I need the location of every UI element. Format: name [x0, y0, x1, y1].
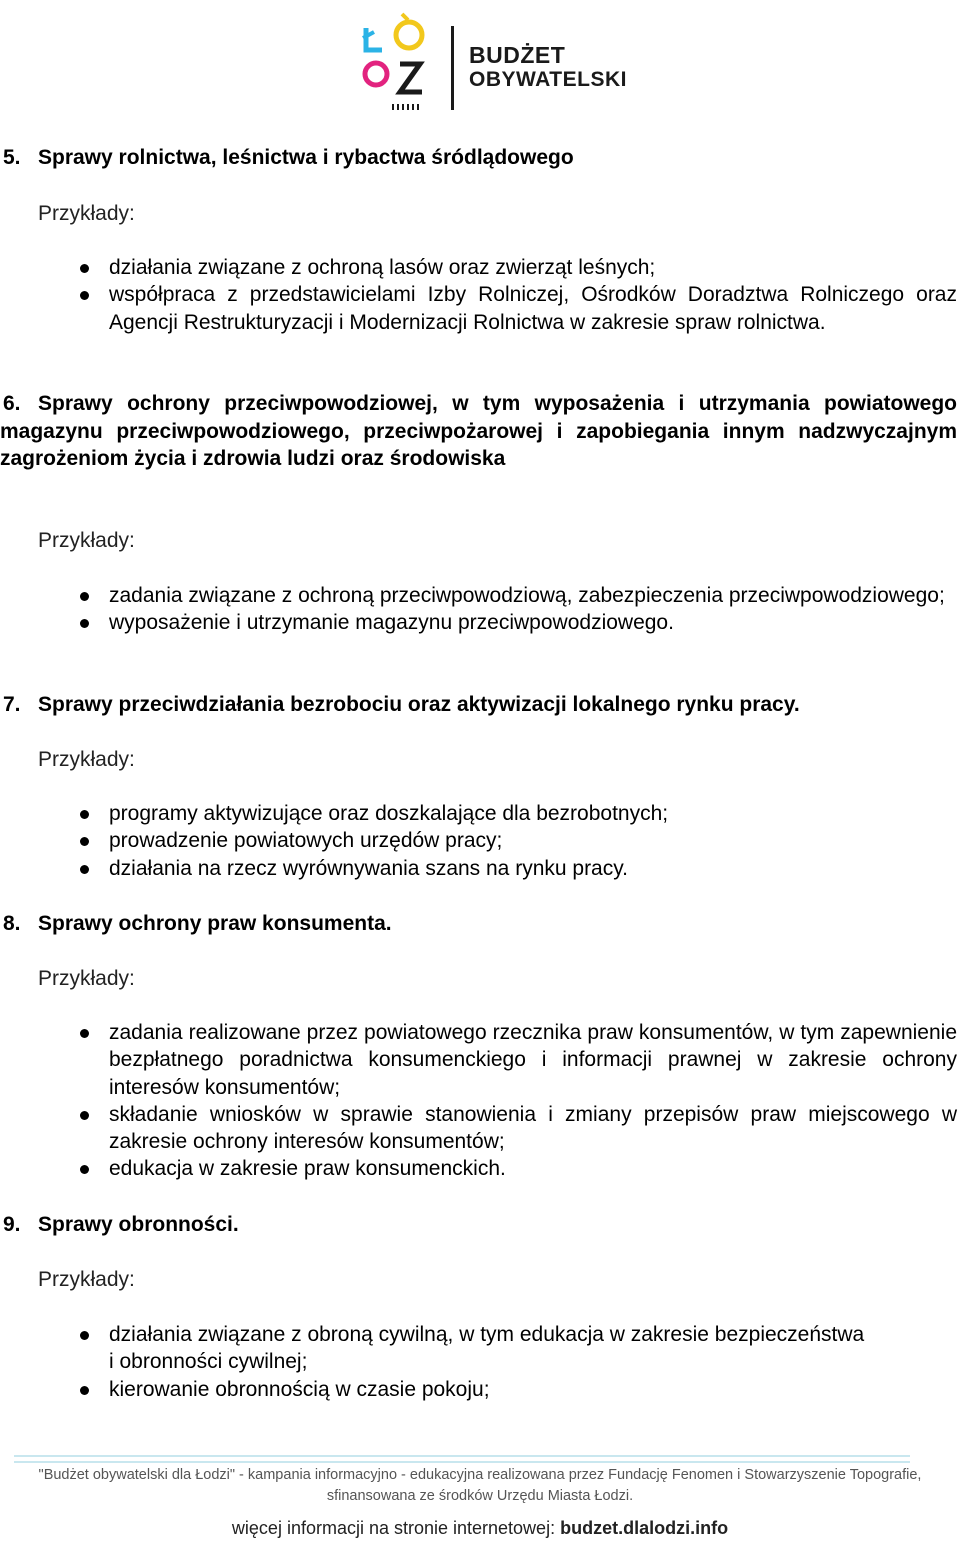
- list-item: [109, 855, 957, 882]
- list-item-text: działania związane z obroną cywilną, w tym edukacja w zakresie bezpieczeństwa: [109, 1323, 865, 1346]
- logo-divider: [451, 26, 454, 110]
- examples-label: Przykłady:: [38, 748, 135, 771]
- examples-label: Przykłady:: [38, 202, 135, 225]
- bullet-icon: [80, 837, 89, 846]
- bullet-icon: [80, 1331, 89, 1340]
- list-item: [109, 1376, 957, 1403]
- footer-divider: [14, 1455, 910, 1457]
- list-item-text: działania na rzecz wyrównywania szans na rynku pracy.: [109, 856, 629, 880]
- examples-list: [0, 582, 957, 637]
- examples-list: [0, 1321, 957, 1403]
- list-item: [109, 1101, 957, 1156]
- list-item: [109, 800, 957, 827]
- list-item: [109, 582, 957, 609]
- examples-list: [0, 1019, 957, 1183]
- footer-website-link[interactable]: budzet.dlalodzi.info: [560, 1518, 729, 1538]
- bullet-icon: [80, 1111, 89, 1120]
- section-number: 5.: [3, 146, 21, 169]
- list-item: [109, 281, 957, 336]
- list-item-text: wyposażenie i utrzymanie magazynu przeciwpowodziowego.: [109, 611, 674, 635]
- section-title: Sprawy przeciwdziałania bezrobociu oraz aktywizacji lokalnego rynku pracy.: [38, 693, 800, 716]
- list-item-text: składanie wniosków w sprawie stanowienia i zmiany przepisów praw miejscowego w zakresie ochrony interesów konsumentów;: [109, 1102, 957, 1154]
- list-item-text: prowadzenie powiatowych urzędów pracy;: [109, 829, 503, 853]
- list-item-text: zadania realizowane przez powiatowego rzecznika praw konsumentów, w tym zapewnienie bezpłatnego poradnictwa konsumenckiego i informacji prawnej w zakresie ochrony interesów konsumentów;: [109, 1021, 957, 1099]
- list-item: [109, 827, 957, 854]
- section-title: Sprawy ochrony praw konsumenta.: [38, 912, 392, 935]
- lodz-logo-icon: [360, 8, 440, 114]
- footer-divider: [14, 1461, 910, 1463]
- budget-logo: [360, 8, 630, 114]
- list-item-text: zadania związane z ochroną przeciwpowodziową, zabezpieczenia przeciwpowodziowego;: [109, 584, 945, 607]
- footer-more-info: [0, 1518, 960, 1539]
- list-item: [109, 1155, 957, 1182]
- section-heading: [0, 390, 957, 473]
- list-item-text: współpraca z przedstawicielami Izby Rolniczej, Ośrodków Doradztwa Rolniczego oraz Agencji Restrukturyzacji i Modernizacji Rolnictwa w zakresie spraw rolnictwa.: [109, 283, 957, 334]
- bullet-icon: [80, 1165, 89, 1174]
- bullet-icon: [80, 619, 89, 628]
- list-item: [109, 609, 957, 636]
- section-number: 6.: [3, 392, 21, 415]
- list-item: [109, 254, 957, 281]
- logo-title-line1: BUDŻET: [469, 42, 566, 68]
- logo-title-line2: OBYWATELSKI: [469, 68, 627, 91]
- examples-label: Przykłady:: [38, 529, 135, 552]
- footer-more-info-label: więcej informacji na stronie internetowej:: [231, 1518, 556, 1538]
- section-number: 8.: [3, 912, 21, 935]
- list-item: [109, 1321, 957, 1376]
- section-number: 7.: [3, 693, 21, 716]
- list-item-text: kierowanie obronnością w czasie pokoju;: [109, 1377, 490, 1401]
- list-item-text: programy aktywizujące oraz doszkalające dla bezrobotnych;: [109, 802, 669, 825]
- bullet-icon: [80, 1386, 89, 1395]
- bullet-icon: [80, 291, 89, 300]
- section-heading: [0, 691, 957, 719]
- list-item: [109, 1019, 957, 1101]
- section-title: Sprawy obronności.: [38, 1213, 239, 1236]
- examples-list: [0, 254, 957, 336]
- bullet-icon: [80, 810, 89, 819]
- section-heading: [0, 910, 957, 938]
- bullet-icon: [80, 865, 89, 874]
- section-title: Sprawy rolnictwa, leśnictwa i rybactwa śródlądowego: [38, 146, 574, 169]
- footer-funding-text: sfinansowana ze środków Urzędu Miasta Łodzi.: [326, 1488, 634, 1504]
- section-heading: [0, 1211, 957, 1239]
- list-item-text: działania związane z ochroną lasów oraz zwierząt leśnych;: [109, 256, 656, 279]
- examples-label: Przykłady:: [38, 1268, 135, 1291]
- section-heading: [0, 144, 957, 172]
- examples-list: [0, 800, 957, 882]
- bullet-icon: [80, 592, 89, 601]
- footer-campaign-text: "Budżet obywatelski dla Łodzi" - kampania informacyjno - edukacyjna realizowana przez Fundację Fenomen i Stowarzyszenie Topografie,: [38, 1467, 922, 1483]
- section-title: Sprawy ochrony przeciwpowodziowej, w tym wyposażenia i utrzymania powiatowego magazynu przeciwpowodziowego, przeciwpożarowej i zapobiegania innym nadzwyczajnym zagrożeniom życia i zdrowia ludzi oraz środowiska: [0, 392, 957, 470]
- section-number: 9.: [3, 1213, 21, 1236]
- bullet-icon: [80, 264, 89, 273]
- list-item-text: edukacja w zakresie praw konsumenckich.: [109, 1157, 506, 1181]
- examples-label: Przykłady:: [38, 967, 135, 990]
- list-item-text-continued: i obronności cywilnej;: [109, 1350, 308, 1374]
- bullet-icon: [80, 1029, 89, 1038]
